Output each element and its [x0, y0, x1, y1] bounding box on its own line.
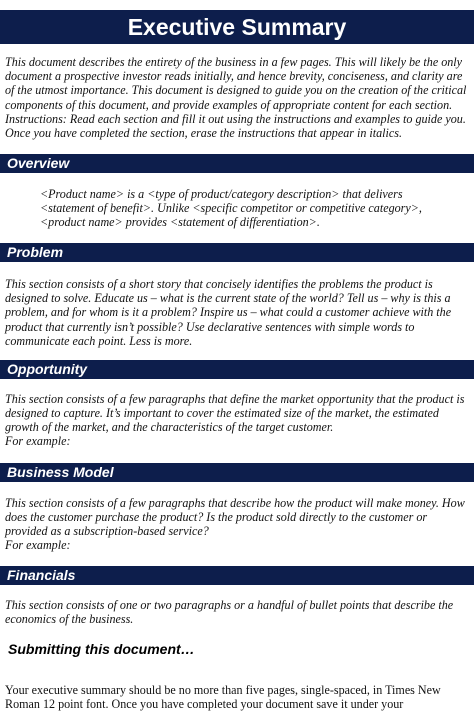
section-heading-opportunity: Opportunity [0, 360, 474, 379]
financials-body: This section consists of one or two paragraphs or a handful of bullet points that describe the economics of the business. [5, 598, 454, 627]
business-model-body: This section consists of a few paragraphs that describe how the product will make money. How does the customer purchase the product? Is the product sold directly to the customer or provided as a subscription-based service? [5, 496, 465, 539]
problem-body: This section consists of a short story that concisely identifies the problems the product is designed to solve. Educate us – what is the current state of the world? Tell us – why is this a problem, and for whom is it a problem? Inspire us – what could a customer achieve with the product that currently isn’t possible? Use declarative sentences with simple words to communicate each point. Less is more. [5, 277, 452, 348]
business-model-example: For example: [5, 538, 71, 552]
opportunity-example: For example: [5, 434, 71, 448]
opportunity-body: This section consists of a few paragraphs that define the market opportunity that the product is designed to capture. It’s important to cover the estimated size of the market, the estimated growth of the market, and the characteristics of the target customer. [5, 392, 465, 435]
section-heading-problem: Problem [0, 243, 474, 262]
intro-paragraph: This document describes the entirety of the business in a few pages. This will likely be the only document a prospective investor reads initially, and hence brevity, conciseness, and clarity are of the utmost importance. This document is designed to guide you on the creation of the critical components of this document, and provide examples of appropriate content for each section. Instructions: Read each section and fill it out using the instructions and examples to guide you. Once you have completed the section, erase the instructions that appear in italics. [5, 55, 467, 141]
overview-body: <Product name> is a <type of product/category description> that delivers <statement of benefit>. Unlike <specific competitor or competitive category>, <product name> provides <statement of differentiation>. [40, 187, 422, 230]
document-title: Executive Summary [0, 10, 474, 44]
section-heading-overview: Overview [0, 154, 474, 173]
section-heading-financials: Financials [0, 566, 474, 585]
section-heading-business-model: Business Model [0, 463, 474, 482]
submitting-heading: Submitting this document… [8, 641, 195, 657]
submitting-body: Your executive summary should be no more than five pages, single-spaced, in Times New Roman 12 point font. Once you have completed your document save it under your [5, 683, 441, 712]
